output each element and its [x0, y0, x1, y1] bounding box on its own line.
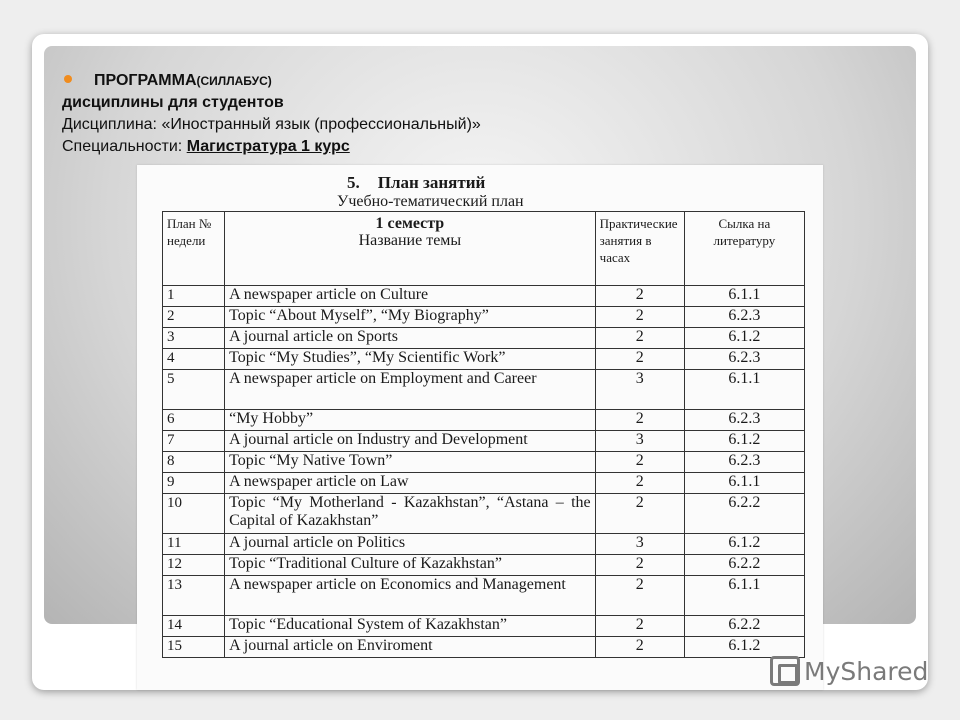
row-reference: 6.2.3 — [684, 349, 804, 370]
row-number: 15 — [163, 637, 225, 658]
header-hours: Практические занятия в часах — [595, 212, 684, 286]
row-hours: 2 — [595, 555, 684, 576]
row-reference: 6.1.2 — [684, 637, 804, 658]
row-topic: A newspaper article on Culture — [225, 286, 596, 307]
row-reference: 6.2.2 — [684, 616, 804, 637]
table-row — [163, 494, 805, 534]
row-number: 1 — [163, 286, 225, 307]
row-reference: 6.1.1 — [684, 370, 804, 410]
row-topic: “My Hobby” — [225, 410, 596, 431]
row-number: 6 — [163, 410, 225, 431]
title-line — [62, 70, 622, 92]
row-hours: 2 — [595, 616, 684, 637]
row-reference: 6.1.2 — [684, 431, 804, 452]
section-title: План занятий — [377, 173, 486, 192]
table-row — [163, 286, 805, 307]
row-reference: 6.1.2 — [684, 534, 804, 555]
table-row — [163, 637, 805, 658]
table-row — [163, 473, 805, 494]
plan-title: Учебно-тематический план — [337, 193, 524, 210]
row-number: 2 — [163, 307, 225, 328]
row-topic: A newspaper article on Economics and Management — [225, 576, 596, 616]
row-hours: 2 — [595, 286, 684, 307]
table-row — [163, 370, 805, 410]
row-number: 4 — [163, 349, 225, 370]
row-reference: 6.1.1 — [684, 286, 804, 307]
row-topic: Topic “My Motherland - Kazakhstan”, “Astana – the Capital of Kazakhstan” — [225, 494, 596, 534]
header-topic — [225, 212, 596, 286]
header-reference: Сылка на литературу — [684, 212, 804, 286]
row-number: 3 — [163, 328, 225, 349]
header-week: План № недели — [163, 212, 225, 286]
row-topic: A journal article on Sports — [225, 328, 596, 349]
row-hours: 3 — [595, 370, 684, 410]
table-row — [163, 576, 805, 616]
specialty-value: Магистратура 1 курс — [186, 138, 350, 155]
row-hours: 2 — [595, 576, 684, 616]
row-hours: 2 — [595, 637, 684, 658]
table-header-row — [163, 212, 805, 286]
row-reference: 6.2.3 — [684, 410, 804, 431]
row-reference: 6.2.3 — [684, 452, 804, 473]
row-reference: 6.2.3 — [684, 307, 804, 328]
row-topic: A newspaper article on Employment and Career — [225, 370, 596, 410]
table-row — [163, 555, 805, 576]
row-reference: 6.1.2 — [684, 328, 804, 349]
specialty-label: Специальности: — [62, 138, 187, 155]
header-semester: 1 семестр — [375, 215, 445, 232]
table-row — [163, 452, 805, 473]
row-topic: Topic “Traditional Culture of Kazakhstan” — [225, 555, 596, 576]
row-hours: 2 — [595, 328, 684, 349]
specialty-line — [62, 136, 622, 158]
row-topic: Topic “About Myself”, “My Biography” — [225, 307, 596, 328]
program-subtitle: (СИЛЛАБУС) — [196, 74, 272, 88]
row-topic: A journal article on Industry and Development — [225, 431, 596, 452]
myshared-logo-icon — [770, 656, 800, 686]
row-reference: 6.1.1 — [684, 576, 804, 616]
row-topic: Topic “My Native Town” — [225, 452, 596, 473]
row-number: 7 — [163, 431, 225, 452]
slide-header — [62, 70, 622, 158]
row-topic: Topic “My Studies”, “My Scientific Work” — [225, 349, 596, 370]
students-line: дисциплины для студентов — [62, 94, 284, 111]
lesson-plan-table — [162, 211, 805, 658]
row-hours: 2 — [595, 307, 684, 328]
header-topic-name: Название темы — [358, 232, 462, 249]
table-row — [163, 328, 805, 349]
table-row — [163, 431, 805, 452]
row-reference: 6.2.2 — [684, 555, 804, 576]
row-hours: 3 — [595, 431, 684, 452]
program-title: ПРОГРАММА — [94, 72, 197, 89]
row-reference: 6.1.1 — [684, 473, 804, 494]
row-topic: A journal article on Politics — [225, 534, 596, 555]
row-hours: 2 — [595, 349, 684, 370]
row-number: 8 — [163, 452, 225, 473]
row-number: 12 — [163, 555, 225, 576]
table-body — [163, 286, 805, 658]
table-row — [163, 349, 805, 370]
section-number: 5. — [347, 173, 360, 192]
row-number: 9 — [163, 473, 225, 494]
row-number: 11 — [163, 534, 225, 555]
table-row — [163, 410, 805, 431]
watermark — [770, 656, 928, 686]
row-number: 13 — [163, 576, 225, 616]
table-row — [163, 534, 805, 555]
row-number: 10 — [163, 494, 225, 534]
row-hours: 2 — [595, 410, 684, 431]
row-topic: A journal article on Enviroment — [225, 637, 596, 658]
bullet-icon — [64, 75, 72, 83]
section-heading — [347, 173, 485, 193]
row-hours: 3 — [595, 534, 684, 555]
row-topic: A newspaper article on Law — [225, 473, 596, 494]
watermark-text: MyShared — [804, 656, 929, 686]
row-hours: 2 — [595, 473, 684, 494]
row-reference: 6.2.2 — [684, 494, 804, 534]
discipline-line: Дисциплина: «Иностранный язык (профессиональный)» — [62, 116, 481, 133]
row-number: 5 — [163, 370, 225, 410]
table-row — [163, 307, 805, 328]
scanned-document — [137, 165, 823, 690]
row-number: 14 — [163, 616, 225, 637]
row-hours: 2 — [595, 452, 684, 473]
row-hours: 2 — [595, 494, 684, 534]
table-row — [163, 616, 805, 637]
row-topic: Topic “Educational System of Kazakhstan” — [225, 616, 596, 637]
